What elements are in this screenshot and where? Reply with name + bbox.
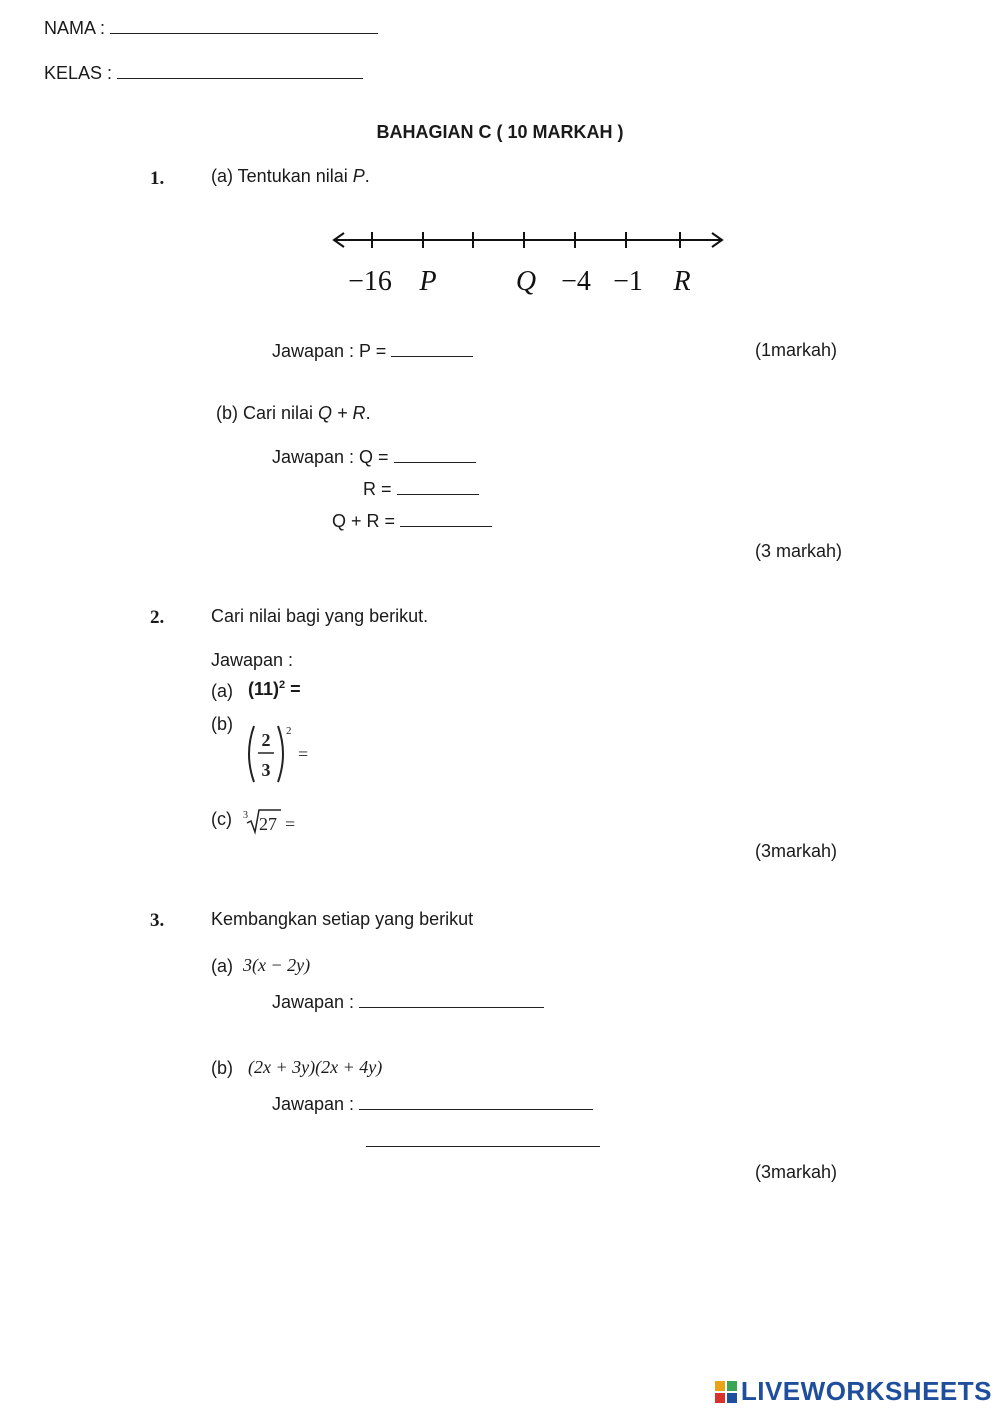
answer-2c-input[interactable] (318, 808, 438, 832)
question-3a-expr: 3(x − 2y) (243, 955, 311, 975)
question-1b-prompt: (b) Cari nilai Q + R. (216, 403, 371, 423)
question-1a-text: (a) Tentukan nilai (211, 166, 348, 186)
question-1a-prompt: (a) Tentukan nilai P. (211, 166, 370, 186)
question-2-prompt: Cari nilai bagi yang berikut. (211, 606, 429, 626)
answer-2a-input[interactable] (318, 678, 438, 702)
question-3-prompt: Kembangkan setiap yang berikut (211, 909, 474, 929)
question-3-marks: (3markah) (755, 1162, 838, 1182)
question-3a-label: (a) (211, 956, 233, 976)
answer-r-row (363, 478, 479, 500)
left-paren (249, 726, 254, 782)
answer-3b-input-line2[interactable] (366, 1130, 600, 1147)
answer-3a-input[interactable] (359, 991, 544, 1008)
fraction-equals: = (298, 744, 309, 764)
question-3-number: 3. (150, 910, 165, 931)
answer-3b-label: Jawapan : (272, 1094, 355, 1114)
question-1a-var: P (352, 166, 365, 186)
section-title: BAHAGIAN C ( 10 MARKAH ) (376, 122, 624, 142)
answer-p-label: Jawapan : P = (272, 341, 387, 361)
name-label: NAMA : (44, 18, 106, 38)
question-1-number: 1. (150, 168, 165, 189)
answer-r-input[interactable] (397, 478, 479, 495)
root-equals: = (285, 814, 296, 834)
question-3b-label: (b) (211, 1058, 233, 1078)
answer-qr-row (332, 510, 492, 532)
question-1b-marks: (3 markah) (755, 541, 843, 561)
answer-3a-row (272, 991, 544, 1013)
tick-label-minus16: −16 (348, 266, 392, 297)
name-row (44, 17, 378, 39)
question-1b-text: (b) Cari nilai (216, 403, 314, 423)
tick-label-minus1: −1 (613, 266, 643, 297)
tick-label-minus4: −4 (561, 266, 591, 297)
class-row (44, 62, 363, 84)
logo-mark-icon (715, 1381, 737, 1403)
answer-2b-input[interactable] (322, 740, 442, 764)
question-2a-label: (a) (211, 681, 233, 701)
answer-q-input[interactable] (394, 446, 476, 463)
question-2a-equals: = (290, 679, 301, 699)
answer-p-row (272, 340, 473, 362)
question-2-marks: (3markah) (755, 841, 838, 861)
fraction-exponent: 2 (286, 725, 292, 737)
number-line (320, 222, 740, 304)
fraction-denominator: 3 (261, 760, 271, 780)
logo-text: LIVEWORKSHEETS (740, 1376, 992, 1406)
answer-q-row (272, 446, 476, 468)
question-2-answer-label: Jawapan : (211, 650, 294, 670)
root-index: 3 (243, 810, 248, 821)
answer-3a-label: Jawapan : (272, 992, 355, 1012)
answer-3b-row (272, 1093, 593, 1115)
question-2-number: 2. (150, 607, 165, 628)
question-1a-marks: (1markah) (755, 340, 838, 360)
root-radicand: 27 (259, 814, 277, 834)
question-1b-expr: Q + R (318, 403, 366, 423)
class-input[interactable] (117, 62, 363, 79)
answer-3b-input[interactable] (359, 1093, 593, 1110)
question-2a-expr (248, 679, 301, 700)
right-paren (278, 726, 283, 782)
answer-q-label: Jawapan : Q = (272, 447, 389, 467)
question-2a-base: (11) (248, 679, 280, 699)
answer-p-input[interactable] (391, 340, 473, 357)
tick-label-q: Q (515, 266, 537, 297)
question-2b-expr (240, 722, 320, 788)
class-label: KELAS : (44, 63, 113, 83)
question-2b-label: (b) (211, 714, 233, 734)
question-3b-expr: (2x + 3y)(2x + 4y) (248, 1057, 383, 1077)
name-input[interactable] (110, 17, 378, 34)
answer-qr-input[interactable] (400, 510, 492, 527)
answer-r-label: R = (363, 479, 392, 499)
question-2c-expr (243, 806, 313, 836)
question-2c-label: (c) (211, 809, 232, 829)
answer-qr-label: Q + R = (332, 511, 396, 531)
fraction-numerator: 2 (261, 730, 271, 750)
liveworksheets-logo (715, 1376, 992, 1407)
tick-label-p: P (419, 266, 437, 297)
tick-label-r: R (673, 266, 691, 297)
question-2a-exponent: 2 (279, 679, 286, 691)
